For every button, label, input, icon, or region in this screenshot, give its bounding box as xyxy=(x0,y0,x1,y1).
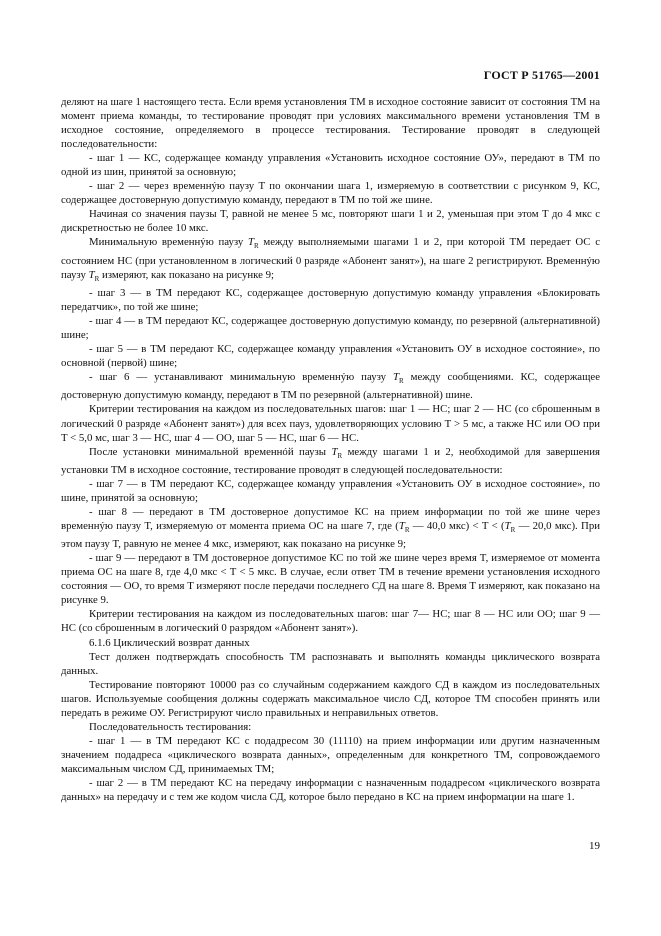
paragraph: После установки минимальной временнóй паузы $T_R$ между шагами 1 и 2, необходимой для завершения установки ТМ в исходное состояние, тестирование проводят в следующей последовательности: xyxy=(61,445,600,476)
paragraph: - шаг 5 — в ТМ передают КС, содержащее команду управления «Установить ОУ в исходное состояние», по основной (первой) шине; xyxy=(61,343,600,370)
paragraph: Критерии тестирования на каждом из последовательных шагов: шаг 7— НС; шаг 8 — НС или ОО; шаг 9 — НС (со сброшенным в логический 0 разрядом «Абонент занят»). xyxy=(61,608,600,635)
paragraph: деляют на шаге 1 настоящего теста. Если время установления ТМ в исходное состояние зависит от состояния ТМ на момент приема команды, то тестирование проводят при условиях максимального времени установления ТМ в исходное состояние, определяемого в процессе тестирования. Тестирование проводят в следующей последовательности: xyxy=(61,96,600,151)
paragraph: - шаг 6 — устанавливают минимальную временнýю паузу $T_R$ между сообщениями. КС, содержащее достоверную допустимую команду, передают в ТМ по резервной (альтернативной) шине. xyxy=(61,371,601,402)
paragraph: - шаг 2 — в ТМ передают КС на передачу информации с назначенным подадресом «циклического возврата данных» на передачу и с тем же кодом числа СД, которое было передано в КС на прием информации на шаге 1. xyxy=(61,776,600,804)
paragraph: 6.1.6 Циклический возврат данных xyxy=(89,636,250,649)
document-body xyxy=(61,95,600,804)
paragraph: - шаг 2 — через временнýю паузу T по окончании шага 1, измеряемую в соответствии с рисунком 9, КС, содержащее достоверную допустимую команду, передают в ТМ по той же шине. xyxy=(61,180,600,207)
paragraph: - шаг 9 — передают в ТМ достоверное допустимое КС по той же шине через время T, измеряемое от момента приема ОС на шаге 8, где 4,0 мкс < T < 5 мкс. В случае, если ответ ТМ в течение времени установления исходного состояния — ОО, то время T измеряют после передачи последнего СД на шаге 8. Время T измеряют, как показано на рисунке 9. xyxy=(61,552,600,607)
paragraph: Начиная со значения паузы T, равной не менее 5 мс, повторяют шаги 1 и 2, уменьшая при этом T до 4 мкс с дискретностью не более 10 мкс. xyxy=(61,208,600,235)
page-number: 19 xyxy=(589,840,600,852)
paragraph: Минимальную временнýю паузу $T_R$ между выполняемыми шагами 1 и 2, при которой ТМ передает ОС с состоянием НС (при установленном в логический 0 разряде «Абонент занят»), на шаге 2 регистрируют. Временнýю паузу $T_R$ измеряют, как показано на рисунке 9; xyxy=(61,236,600,283)
paragraph: Тест должен подтверждать способность ТМ распознавать и выполнять команды циклического возврата данных. xyxy=(61,650,600,677)
paragraph: - шаг 7 — в ТМ передают КС, содержащее команду управления «Установить ОУ в исходное состояние», по шине, принятой за основную; xyxy=(61,477,600,504)
document-header: ГОСТ Р 51765—2001 xyxy=(483,68,600,82)
paragraph: Критерии тестирования на каждом из последовательных шагов: шаг 1 — НС; шаг 2 — НС (со сброшенным в логический 0 разряде «Абонент занят») для всех пауз, удовлетворяющих условию T > 5 мс, а также НС или ОО при T < 5,0 мс, шаг 3 — НС, шаг 4 — ОО, шаг 5 — НС, шаг 6 — НС. xyxy=(61,403,600,444)
paragraph: Тестирование повторяют 10000 раз со случайным содержанием каждого СД в каждом из последовательных шагов. Используемые сообщения должны содержать максимальное число СД, которое ТМ способен принять или передать в режиме ОУ. Регистрируют число правильных и неправильных ответов. xyxy=(61,678,600,719)
paragraph: Последовательность тестирования: xyxy=(89,720,252,733)
paragraph: - шаг 3 — в ТМ передают КС, содержащее достоверную допустимую команду управления «Блокировать передатчик», по той же шине; xyxy=(61,286,600,313)
paragraph: - шаг 1 — в ТМ передают КС с подадресом 30 (11110) на прием информации или другим назначенным значением подадреса «циклического возврата данных», определенным для конкретного ТМ, сопровождаемого максимальным числом СД, принимаемых ТМ; xyxy=(61,734,600,775)
paragraph: - шаг 8 — передают в ТМ достоверное допустимое КС на прием информации по той же шине через временнýю паузу T, измеряемую от момента приема ОС на шаге 7, где ($T_R$ — 40,0 $мкс) < T < (T_R$ — 20,0 мкс). При этом паузу T, равную не менее 4 мкс, измеряют, как показано на рисунке 9; xyxy=(61,505,600,551)
paragraph: - шаг 1 — КС, содержащее команду управления «Установить исходное состояние ОУ», передают в ТМ по одной из шин, принятой за основную; xyxy=(61,152,600,179)
paragraph: - шаг 4 — в ТМ передают КС, содержащее достоверную допустимую команду, по резервной (альтернативной) шине; xyxy=(61,315,600,342)
